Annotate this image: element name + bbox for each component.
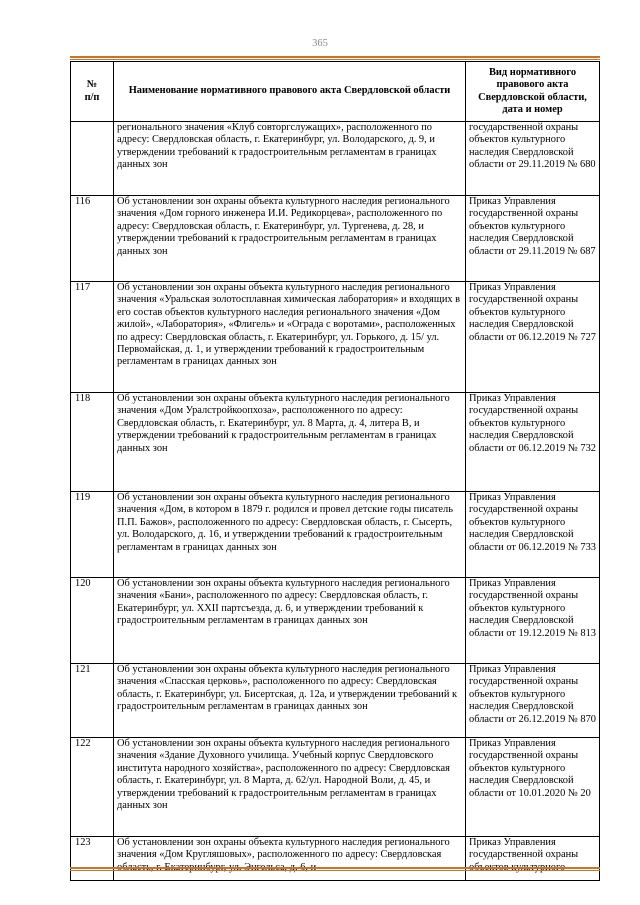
row-number: 116 <box>71 196 114 282</box>
table-row <box>71 837 600 881</box>
row-number: 121 <box>71 664 114 738</box>
header-act-type: Вид нормативного правового акта Свердловской области, дата и номер <box>466 62 600 122</box>
act-type: Приказ Управления государственной охраны объектов культурного наследия Свердловской области от 10.01.2020 № 20 <box>466 738 600 837</box>
footer-rule-thin <box>70 870 600 871</box>
act-name: Об установлении зон охраны объекта культурного наследия регионального значения «Бани», расположенного по адресу: Свердловская область, г. Екатеринбург, ул. XXII партсъезда, д. 6, и утверждении требований к градостроительным регламентам в границах данных зон <box>114 578 466 664</box>
act-name: Об установлении зон охраны объекта культурного наследия регионального значения «Дом Уралстройкоопхоза», расположенного по адресу: Свердловская область, г. Екатеринбург, ул. 8 Марта, д. 4, литера В, и утверждении требований к градостроительным регламентам в границах данных зон <box>114 393 466 492</box>
act-type: Приказ Управления государственной охраны объектов культурного наследия Свердловской области от 26.12.2019 № 870 <box>466 664 600 738</box>
act-type: государственной охраны объектов культурного наследия Свердловской области от 29.11.2019 № 680 <box>466 122 600 196</box>
table-row <box>71 664 600 738</box>
row-number: 119 <box>71 492 114 578</box>
act-name: Об установлении зон охраны объекта культурного наследия регионального значения «Дом Кругляшовых», расположенного по адресу: Свердловская <box>114 837 466 881</box>
act-name: Об установлении зон охраны объекта культурного наследия регионального значения «Дом, в котором в 1879 г. родился и провел детские годы писатель П.П. Бажов», расположенного по адресу: Свердловская область, г. Сысерть, ул. Володарского, д. 16, и утверждении требований к градостроительным регламентам в границах данных зон <box>114 492 466 578</box>
row-number: 122 <box>71 738 114 837</box>
table-header-row <box>71 62 600 122</box>
act-name: Об установлении зон охраны объекта культурного наследия регионального значения «Здание Духовного училища. Учебный корпус Свердловского института народного хозяйства», расположенного по адресу: Свердловская область, г. Екатеринбург, ул. 8 Марта, д. 62/ул. Народной Воли, д. 45, и утверждении требований к градостроительным регламентам в границах данных зон <box>114 738 466 837</box>
act-type: Приказ Управления государственной охраны объектов культурного наследия Свердловской области от 06.12.2019 № 733 <box>466 492 600 578</box>
table-row <box>71 282 600 393</box>
table-row <box>71 196 600 282</box>
row-number <box>71 122 114 196</box>
act-type: Приказ Управления государственной охраны объектов культурного наследия Свердловской области от 06.12.2019 № 732 <box>466 393 600 492</box>
act-name: Об установлении зон охраны объекта культурного наследия регионального значения «Уральская золотосплавная химическая лаборатория» и входящих в его состав объектов культурного наследия регионального значения «Дом жилой», «Лаборатория», «Флигель» и «Ограда с воротами», расположенных по адресу: Свердловская область, г. Екатеринбург, ул. Горького, д. 15/ ул. Первомайская, д. 1, и утверждении требований к градостроительным регламентам в границах данных зон <box>114 282 466 393</box>
header-rule <box>70 56 600 58</box>
act-name: Об установлении зон охраны объекта культурного наследия регионального значения «Спасская церковь», расположенного по адресу: Свердловская область, г. Екатеринбург, ул. Бисертская, д. 12а, и утверждении требований к градостроительным регламентам в границах данных зон <box>114 664 466 738</box>
header-rule-thin <box>70 59 600 60</box>
page-number: 365 <box>312 38 328 49</box>
legal-acts-table <box>70 61 600 881</box>
table-row <box>71 393 600 492</box>
header-act-name: Наименование нормативного правового акта Свердловской области <box>114 62 466 122</box>
table-row <box>71 122 600 196</box>
act-type: Приказ Управления государственной охраны <box>466 837 600 881</box>
act-type: Приказ Управления государственной охраны объектов культурного наследия Свердловской области от 06.12.2019 № 727 <box>466 282 600 393</box>
act-name: Об установлении зон охраны объекта культурного наследия регионального значения «Дом горного инженера И.И. Редикорцева», расположенного по адресу: Свердловская область, г. Екатеринбург, ул. Тургенева, д. 28, и утверждении требований к градостроительным регламентам в границах данных зон <box>114 196 466 282</box>
table-row <box>71 738 600 837</box>
row-number: 117 <box>71 282 114 393</box>
table-row <box>71 578 600 664</box>
row-number: 123 <box>71 837 114 881</box>
act-name: регионального значения «Клуб совторгслужащих», расположенного по адресу: Свердловская область, г. Екатеринбург, ул. Володарского, д. 9, и утверждении требований к градостроительным регламентам в границах данных зон <box>114 122 466 196</box>
footer-rule <box>70 867 600 869</box>
table-row <box>71 492 600 578</box>
act-type: Приказ Управления государственной охраны объектов культурного наследия Свердловской области от 29.11.2019 № 687 <box>466 196 600 282</box>
act-type: Приказ Управления государственной охраны объектов культурного наследия Свердловской области от 19.12.2019 № 813 <box>466 578 600 664</box>
header-number: № п/п <box>71 62 114 122</box>
row-number: 120 <box>71 578 114 664</box>
row-number: 118 <box>71 393 114 492</box>
